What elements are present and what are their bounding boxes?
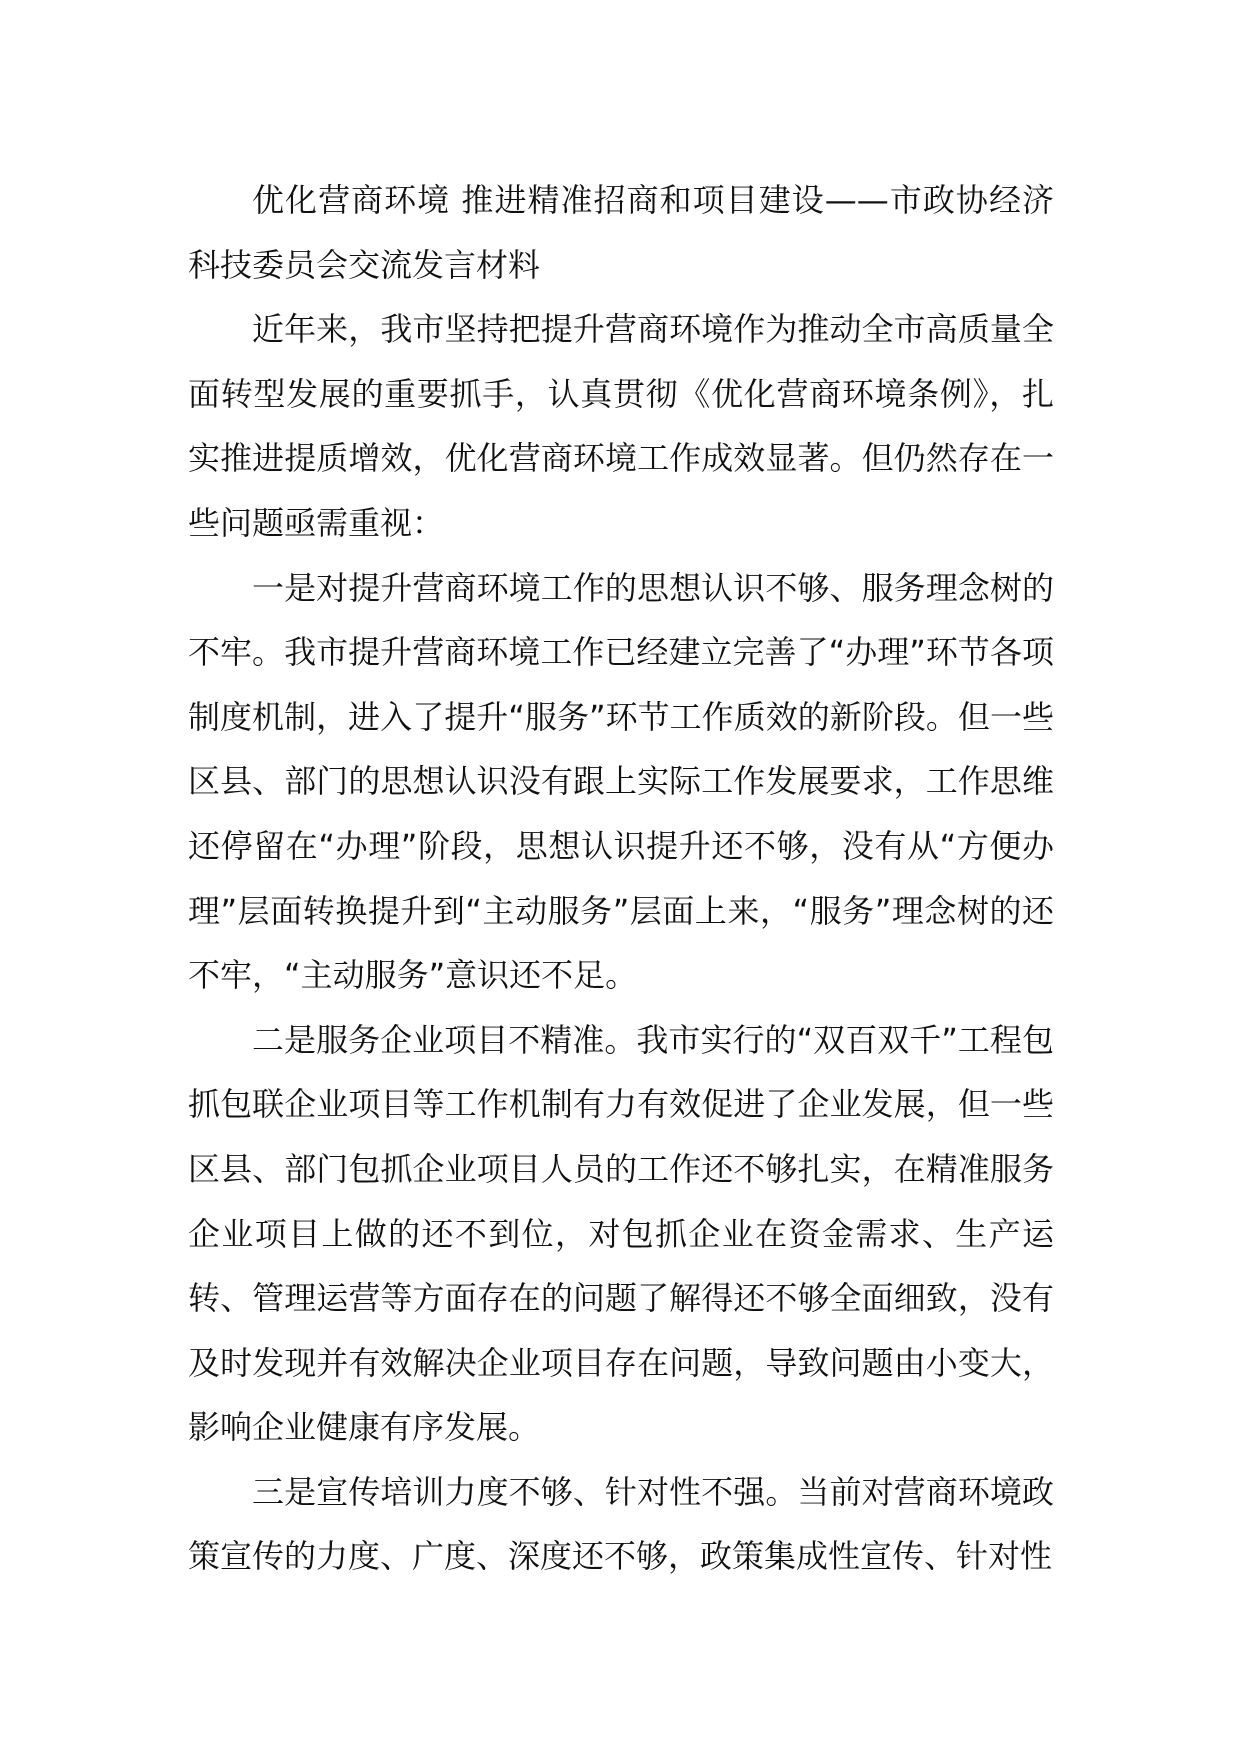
paragraph-intro: 近年来，我市坚持把提升营商环境作为推动全市高质量全面转型发展的重要抓手，认真贯彻《优化营商环境条例》，扎实推进提质增效，优化营商环境工作成效显著。但仍然存在一些问题亟需重视： [188, 310, 1054, 542]
paragraph-issue-two: 二是服务企业项目不精准。我市实行的“双百双千”工程包抓包联企业项目等工作机制有力有效促进了企业发展，但一些区县、部门包抓企业项目人员的工作还不够扎实，在精准服务企业项目上做的还不到位，对包抓企业在资金需求、生产运转、管理运营等方面存在的问题了解得还不够全面细致，没有及时发现并有效解决企业项目存在问题，导致问题由小变大，影响企业健康有序发展。 [188, 1020, 1054, 1447]
document-page [188, 168, 1054, 1589]
paragraph-issue-three: 三是宣传培训力度不够、针对性不强。当前对营商环境政策宣传的力度、广度、深度还不够，政策集成性宣传、针对性 [188, 1472, 1054, 1576]
document-title: 优化营商环境 推进精准招商和项目建设——市政协经济科技委员会交流发言材料 [188, 181, 1054, 284]
paragraph-issue-one: 一是对提升营商环境工作的思想认识不够、服务理念树的不牢。我市提升营商环境工作已经建立完善了“办理”环节各项制度机制，进入了提升“服务”环节工作质效的新阶段。但一些区县、部门的思想认识没有跟上实际工作发展要求，工作思维还停留在“办理”阶段，思想认识提升还不够，没有从“方便办理”层面转换提升到“主动服务”层面上来，“服务”理念树的还不牢，“主动服务”意识还不足。 [188, 568, 1054, 995]
